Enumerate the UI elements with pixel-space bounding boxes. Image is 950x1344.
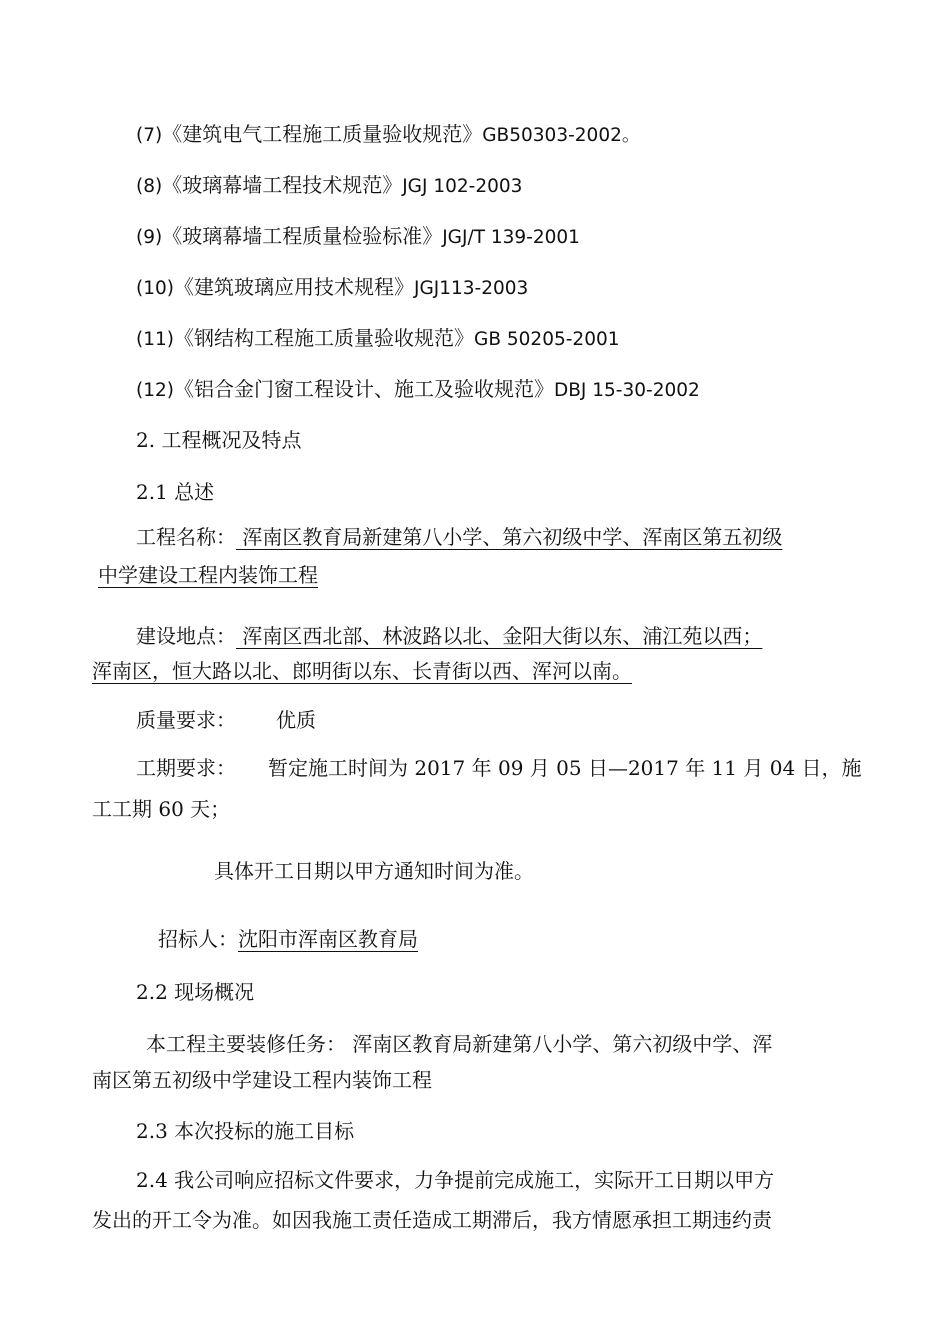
subsection-heading: 2.1 总述	[136, 480, 215, 504]
quality-label: 质量要求：	[136, 708, 236, 732]
project-name-continuation: 中学建设工程内装饰工程	[98, 563, 318, 587]
period-value: 暂定施工时间为 2017 年 09 月 05 日—2017 年 11 月 04 日，施	[268, 756, 862, 780]
tenderer-label: 招标人：	[158, 927, 238, 951]
project-name-value: 浑南区教育局新建第八小学、第六初级中学、浑南区第五初级	[236, 525, 783, 549]
section-heading: 2. 工程概况及特点	[136, 428, 302, 452]
project-name-label: 工程名称：	[136, 525, 236, 549]
task-line-continuation: 南区第五初级中学建设工程内装饰工程	[92, 1068, 432, 1092]
goal-paragraph-line: 发出的开工令为准。如因我施工责任造成工期滞后，我方情愿承担工期违约责	[92, 1208, 772, 1232]
period-continuation: 工工期 60 天；	[92, 797, 231, 821]
period-label: 工期要求：	[136, 756, 236, 780]
subsection-heading: 2.3 本次投标的施工目标	[136, 1119, 355, 1143]
subsection-heading: 2.2 现场概况	[136, 980, 255, 1004]
tenderer-value: 沈阳市浑南区教育局	[238, 927, 418, 951]
reference-item: (8)《玻璃幕墙工程技术规范》JGJ 102-2003	[136, 173, 523, 197]
quality-row	[136, 706, 316, 734]
tenderer-row	[158, 925, 418, 953]
quality-value: 优质	[276, 708, 316, 732]
location-label: 建设地点：	[136, 624, 236, 648]
reference-item: (10)《建筑玻璃应用技术规程》JGJ113-2003	[136, 275, 529, 299]
start-date-note: 具体开工日期以甲方通知时间为准。	[214, 859, 534, 883]
reference-item: (7)《建筑电气工程施工质量验收规范》GB50303-2002。	[136, 122, 641, 146]
location-row	[136, 622, 762, 650]
reference-item: (9)《玻璃幕墙工程质量检验标准》JGJ/T 139-2001	[136, 224, 580, 248]
period-row	[136, 754, 862, 782]
location-continuation: 浑南区，恒大路以北、郎明街以东、长青街以西、浑河以南。	[92, 659, 632, 683]
goal-paragraph-line: 2.4 我公司响应招标文件要求，力争提前完成施工，实际开工日期以甲方	[136, 1168, 775, 1192]
task-line: 本工程主要装修任务： 浑南区教育局新建第八小学、第六初级中学、浑	[146, 1032, 773, 1056]
reference-item: (12)《铝合金门窗工程设计、施工及验收规范》DBJ 15-30-2002	[136, 377, 700, 401]
reference-item: (11)《钢结构工程施工质量验收规范》GB 50205-2001	[136, 326, 620, 350]
location-value: 浑南区西北部、林波路以北、金阳大街以东、浦江苑以西；	[236, 624, 763, 648]
project-name-row	[136, 523, 782, 551]
